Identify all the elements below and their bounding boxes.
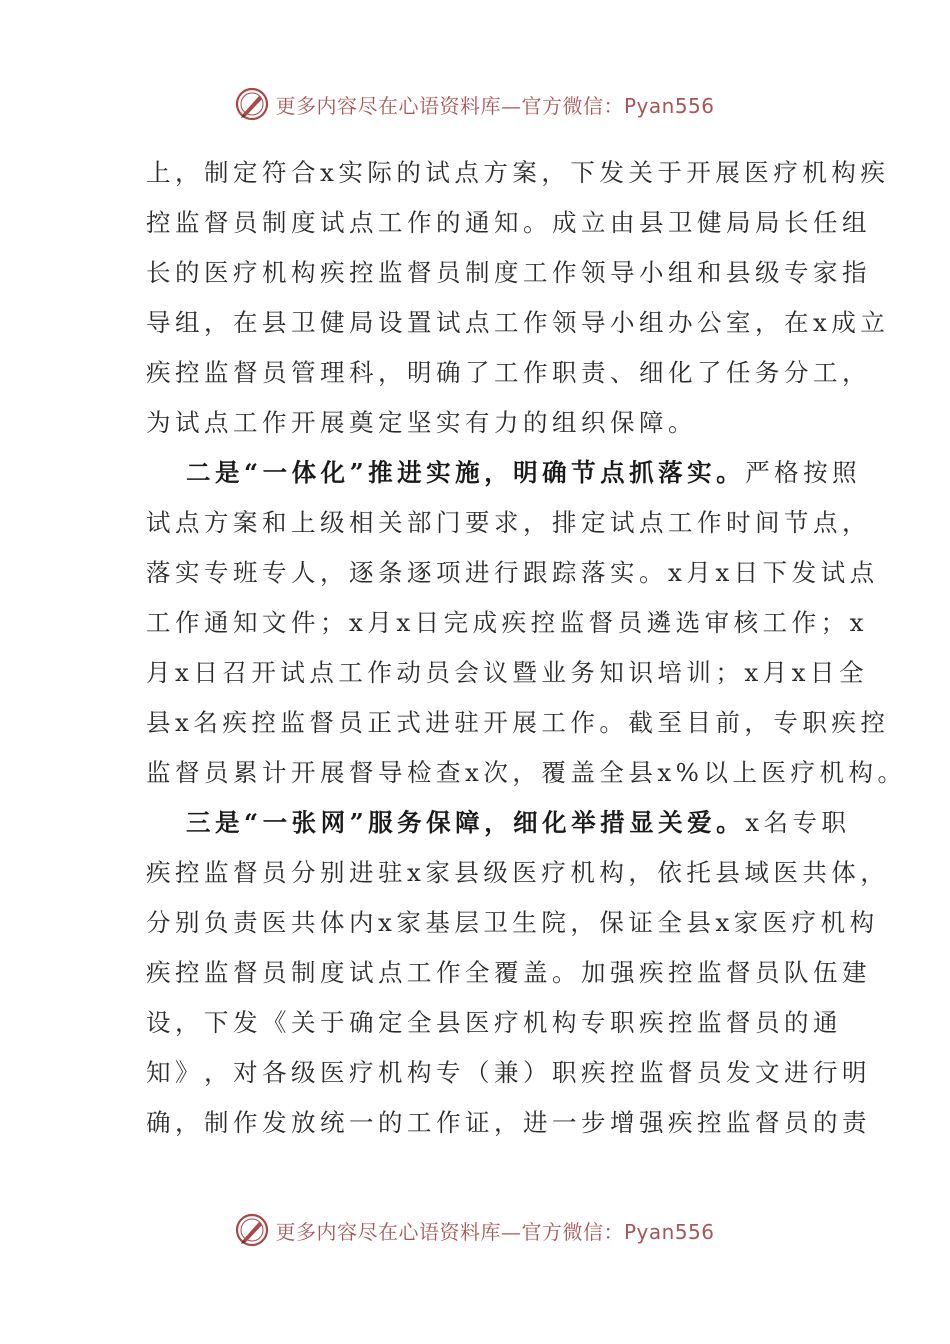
wechat-id: Pyan556 — [623, 93, 715, 118]
text-line: 为试点工作开展奠定坚实有力的组织保障。 — [146, 408, 697, 437]
banner-text: 更多内容尽在心语资料库—官方微信：Pyan556 — [275, 1219, 715, 1244]
text-run: 严格按照 — [745, 458, 862, 487]
text-line: 疾 控 监 督 员 管 理 科 ， 明 确 了 工 作 职 责 、 细 化 了 任 务 分 工 ， — [146, 358, 871, 387]
text-line: 月 x 日 召 开 试 点 工 作 动 员 会 议 暨 业 务 知 识 培 训 ； x 月 x 日 全 — [146, 658, 868, 687]
text-line: 上 ， 制 定 符 合 x 实 际 的 试 点 方 案 ， 下 发 关 于 开 展 医 疗 机 构 疾 — [146, 158, 890, 187]
text-line: 工 作 通 知 文 件 ； x 月 x 日 完 成 疾 控 监 督 员 遴 选 审 核 工 作 ； x — [146, 608, 868, 637]
text-line: 疾 控 监 督 员 分 别 进 驻 x 家 县 级 医 疗 机 构 ， 依 托 县 域 医 共 体 ， — [146, 858, 890, 887]
paragraph-heading-line — [146, 448, 862, 498]
text-line: 试 点 方 案 和 上 级 相 关 部 门 要 求 ， 排 定 试 点 工 作 时 间 节 点 ， — [146, 508, 871, 537]
text-run: x名专职 — [745, 808, 851, 837]
section-heading: 三是“一张网”服务保障，细化举措显关爱。 — [186, 808, 746, 837]
text-line: 落 实 专 班 专 人 ， 逐 条 逐 项 进 行 跟 踪 落 实 。 x 月 x 日 下 发 试 点 — [146, 558, 879, 587]
header-banner — [0, 84, 950, 124]
text-line: 分 别 负 责 医 共 体 内 x 家 基 层 卫 生 院 ， 保 证 全 县 x 家 医 疗 机 构 — [146, 908, 879, 937]
footer-banner — [0, 1210, 950, 1250]
wechat-id: Pyan556 — [623, 1219, 715, 1244]
text-line: 确 ， 制 作 发 放 统 一 的 工 作 证 ， 进 一 步 增 强 疾 控 监 督 员 的 责 — [146, 1108, 871, 1137]
pen-logo-icon — [235, 1213, 269, 1247]
text-line: 导 组 ， 在 县 卫 健 局 设 置 试 点 工 作 领 导 小 组 办 公 室 ， 在 x 成 立 — [146, 308, 890, 337]
text-line: 长 的 医 疗 机 构 疾 控 监 督 员 制 度 工 作 领 导 小 组 和 县 级 专 家 指 — [146, 258, 871, 287]
text-line: 县 x 名 疾 控 监 督 员 正 式 进 驻 开 展 工 作 。 截 至 目 前 ， 专 职 疾 控 — [146, 708, 890, 737]
text-line: 知 》 ， 对 各 级 医 疗 机 构 专 （ 兼 ） 职 疾 控 监 督 员 发 文 进 行 明 — [146, 1058, 871, 1087]
banner-text: 更多内容尽在心语资料库—官方微信：Pyan556 — [275, 93, 715, 118]
section-heading: 二是“一体化”推进实施，明确节点抓落实。 — [186, 458, 746, 487]
text-line: 疾 控 监 督 员 制 度 试 点 工 作 全 覆 盖 。 加 强 疾 控 监 督 员 队 伍 建 — [146, 958, 871, 987]
text-line: 监 督 员 累 计 开 展 督 导 检 查 x 次 ， 覆 盖 全 县 x % 以 上 医 疗 机 构 。 — [146, 758, 907, 787]
text-line: 控 监 督 员 制 度 试 点 工 作 的 通 知 。 成 立 由 县 卫 健 局 局 长 任 组 — [146, 208, 871, 237]
pen-logo-icon — [235, 87, 269, 121]
document-body — [146, 148, 907, 1148]
text-line: 设 ， 下 发 《 关 于 确 定 全 县 医 疗 机 构 专 职 疾 控 监 督 员 的 通 — [146, 1008, 842, 1037]
paragraph-heading-line — [146, 798, 851, 848]
